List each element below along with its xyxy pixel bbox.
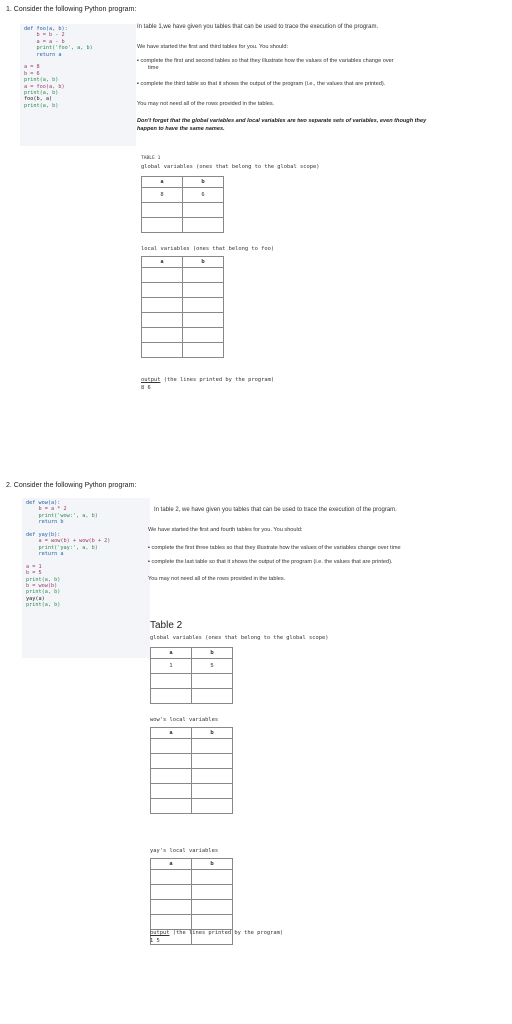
code-line: def yay(b): xyxy=(26,531,61,538)
code-line: b = a * 2 xyxy=(26,506,67,513)
q1-local-table xyxy=(141,256,224,358)
q1-warning-1: Don't forget that the global variables and local variables are two separate sets of variables, even though they xyxy=(137,118,427,124)
table-row xyxy=(151,769,233,784)
table-row xyxy=(142,218,224,233)
column-header: b xyxy=(192,648,233,659)
table-cell[interactable] xyxy=(192,799,233,814)
table-cell[interactable] xyxy=(183,343,224,358)
table-cell[interactable]: 5 xyxy=(192,659,233,674)
table-cell[interactable] xyxy=(183,313,224,328)
table-cell[interactable] xyxy=(142,343,183,358)
code-line: b = wow(b) xyxy=(26,583,58,590)
q1-intro: In table 1,we have given you tables that can be used to trace the execution of the program. xyxy=(137,24,379,30)
code-line: print(a, b) xyxy=(26,589,61,596)
code-line: yay(a) xyxy=(26,595,45,602)
table-row xyxy=(142,283,224,298)
column-header: b xyxy=(192,728,233,739)
table-cell[interactable] xyxy=(192,689,233,704)
table-cell[interactable]: 1 xyxy=(151,659,192,674)
column-header: a xyxy=(151,859,192,870)
code-line: print('foo', a, b) xyxy=(24,45,93,52)
table-cell[interactable]: 8 xyxy=(142,188,183,203)
q2-started: We have started the first and fourth tables for you. You should: xyxy=(148,527,303,533)
table-row xyxy=(151,754,233,769)
code-line: b = 5 xyxy=(26,570,42,577)
q2-bullet-1: ▪ complete the first three tables so that they illustrate how the values of the variables change over time xyxy=(148,545,401,551)
q2-yay-label: yay's local variables xyxy=(150,848,219,854)
table-cell[interactable] xyxy=(151,754,192,769)
table-row xyxy=(151,659,233,674)
q1-global-table xyxy=(141,176,224,233)
table-cell[interactable] xyxy=(183,328,224,343)
table-cell[interactable] xyxy=(192,739,233,754)
column-header: a xyxy=(151,648,192,659)
table-cell[interactable] xyxy=(151,739,192,754)
table-row xyxy=(151,784,233,799)
table-cell[interactable] xyxy=(192,769,233,784)
code-line: print('yay:', a, b) xyxy=(26,544,98,551)
table-cell[interactable] xyxy=(151,900,192,915)
table-cell[interactable] xyxy=(142,283,183,298)
table-cell[interactable] xyxy=(151,784,192,799)
column-header: b xyxy=(192,859,233,870)
table-row xyxy=(151,689,233,704)
table-row xyxy=(142,203,224,218)
code-line: a = 1 xyxy=(26,563,42,570)
table-row xyxy=(142,298,224,313)
q1-table-label: TABLE 1 xyxy=(141,156,161,161)
q1-bullet-1: ▪ complete the first and second tables so that they illustrate how the values of the variables change over xyxy=(137,58,394,64)
column-header: b xyxy=(183,257,224,268)
q1-title: 1. Consider the following Python program: xyxy=(6,6,137,13)
table-row xyxy=(142,268,224,283)
table-cell[interactable] xyxy=(142,203,183,218)
q2-intro: In table 2, we have given you tables that can be used to trace the execution of the program. xyxy=(154,507,397,513)
column-header: a xyxy=(151,728,192,739)
table-cell[interactable] xyxy=(151,799,192,814)
table-cell[interactable] xyxy=(192,900,233,915)
code-line: print(a, b) xyxy=(24,102,59,109)
table-row xyxy=(151,900,233,915)
q2-code-block xyxy=(22,498,150,658)
table-cell[interactable] xyxy=(192,754,233,769)
column-header: a xyxy=(142,257,183,268)
q1-local-label: local variables (ones that belong to foo) xyxy=(141,246,275,252)
code-line: print(a, b) xyxy=(26,602,61,609)
q1-started: We have started the first and third tables for you. You should: xyxy=(137,44,289,50)
table-cell[interactable] xyxy=(142,218,183,233)
code-line: a = foo(a, b) xyxy=(24,83,65,90)
code-line: b = b - 2 xyxy=(24,32,65,39)
table-row xyxy=(151,885,233,900)
table-row xyxy=(151,739,233,754)
column-header: b xyxy=(183,177,224,188)
q2-output-value: 1 5 xyxy=(150,938,160,944)
q2-note: You may not need all of the rows provided in the tables. xyxy=(148,576,286,582)
column-header: a xyxy=(142,177,183,188)
code-line: def wow(a): xyxy=(26,500,61,506)
q1-warning-2: happen to have the same names. xyxy=(137,126,225,132)
table-cell[interactable] xyxy=(151,674,192,689)
table-cell[interactable] xyxy=(151,915,192,930)
code-line: print('wow:', a, b) xyxy=(26,512,98,519)
q1-bullet-2: ▪ complete the third table so that it shows the output of the program (i.e., the values that are printed). xyxy=(137,81,386,87)
table-cell[interactable] xyxy=(192,885,233,900)
table-cell[interactable] xyxy=(183,283,224,298)
table-row xyxy=(142,328,224,343)
table-cell[interactable] xyxy=(192,870,233,885)
code-line: return b xyxy=(26,519,64,526)
q2-wow-label: wow's local variables xyxy=(150,717,219,723)
q1-bullet-1b: time xyxy=(148,65,159,71)
q2-global-table xyxy=(150,647,233,704)
table-cell[interactable] xyxy=(183,203,224,218)
table-cell[interactable] xyxy=(151,769,192,784)
table-row xyxy=(151,915,233,930)
table-cell[interactable] xyxy=(151,870,192,885)
table-row xyxy=(142,313,224,328)
q1-global-label: global variables (ones that belong to the global scope) xyxy=(141,164,320,170)
table-cell[interactable] xyxy=(142,298,183,313)
q2-wow-table xyxy=(150,727,233,814)
code-line: print(a, b) xyxy=(26,576,61,583)
table-cell[interactable] xyxy=(183,268,224,283)
table-cell[interactable] xyxy=(192,674,233,689)
table-cell[interactable] xyxy=(183,218,224,233)
table-row xyxy=(151,674,233,689)
table-row xyxy=(151,870,233,885)
code-line: print(a, b) xyxy=(24,77,59,84)
code-line: a = 8 xyxy=(24,64,40,71)
table-row xyxy=(151,799,233,814)
code-line: b = 6 xyxy=(24,70,40,77)
q1-output-label: output (the lines printed by the program) xyxy=(141,377,275,383)
code-line: return a xyxy=(24,51,62,58)
table-row xyxy=(142,188,224,203)
q1-note: You may not need all of the rows provided in the tables. xyxy=(137,101,275,107)
table-cell[interactable] xyxy=(142,328,183,343)
q2-output-label: output (the lines printed by the program) xyxy=(150,930,284,936)
code-line: a = wow(b) + wow(b + 2) xyxy=(26,538,111,545)
q2-table-label: Table 2 xyxy=(150,620,183,631)
table-cell[interactable] xyxy=(142,268,183,283)
table-cell[interactable] xyxy=(142,313,183,328)
code-line: a = a - b xyxy=(24,38,65,45)
q1-output-value: 8 6 xyxy=(141,385,151,391)
code-line: print(a, b) xyxy=(24,89,59,96)
table-cell[interactable] xyxy=(192,784,233,799)
table-cell[interactable] xyxy=(151,689,192,704)
q2-title: 2. Consider the following Python program: xyxy=(6,482,137,489)
table-cell[interactable] xyxy=(183,298,224,313)
q2-bullet-2: ▪ complete the last table so that it shows the output of the program (i.e. the values that are printed). xyxy=(148,559,393,565)
table-cell[interactable] xyxy=(192,915,233,930)
table-cell[interactable]: 6 xyxy=(183,188,224,203)
table-row xyxy=(142,343,224,358)
table-cell[interactable] xyxy=(151,885,192,900)
q1-code-block xyxy=(20,24,136,146)
code-line: return a xyxy=(26,551,64,558)
code-line: foo(b, a) xyxy=(24,96,53,103)
code-line: def foo(a, b): xyxy=(24,26,68,32)
q2-global-label: global variables (ones that belong to the global scope) xyxy=(150,635,329,641)
